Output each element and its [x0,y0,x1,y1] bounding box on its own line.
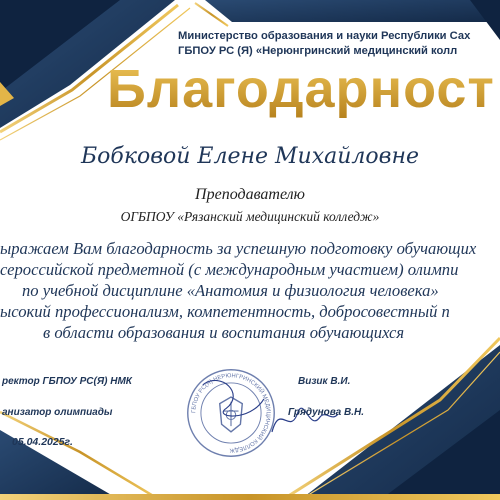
recipient-name: Бобковой Елене Михайловне [81,144,419,169]
body-line-4: ысокий профессионализм, компетентность, добросовестный п [0,302,450,321]
recipient-position: Преподавателю [195,186,305,203]
organizer-title: анизатор олимпиады [2,407,113,418]
body-line-3: по учебной дисциплине «Анатомия и физиология человека» [22,281,439,300]
college-line: ГБПОУ РС (Я) «Нерюнгринский медицинский колл [178,45,458,57]
organizer-name: Грядунова В.Н. [288,407,365,418]
coat-of-arms-icon [220,397,243,432]
college-stamp [184,366,278,460]
bottom-gold-strip [0,494,500,500]
issue-date: 05.04.2025г. [12,436,73,448]
ministry-line: Министерство образования и науки Республики Сах [178,30,471,42]
stamp-text: ГБПОУ РС(Я) НЕРЮНГРИНСКИЙ МЕДИЦИНСКИЙ КОЛЛЕДЖ [191,373,271,453]
body-line-1: ыражаем Вам благодарность за успешную подготовку обучающих [0,239,477,258]
director-title: ректор ГБПОУ РС(Я) НМК [2,376,132,387]
top-right-navy-band [205,0,500,22]
body-line-5: в области образования и воспитания обучающихся [43,323,405,342]
recipient-organization: ОГБПОУ «Рязанский медицинский колледж» [120,209,380,224]
director-name: Визик В.И. [298,376,351,387]
body-line-2: сероссийской предметной (с международным участием) олимпи [0,260,459,279]
certificate-title: Благодарност [107,59,495,119]
